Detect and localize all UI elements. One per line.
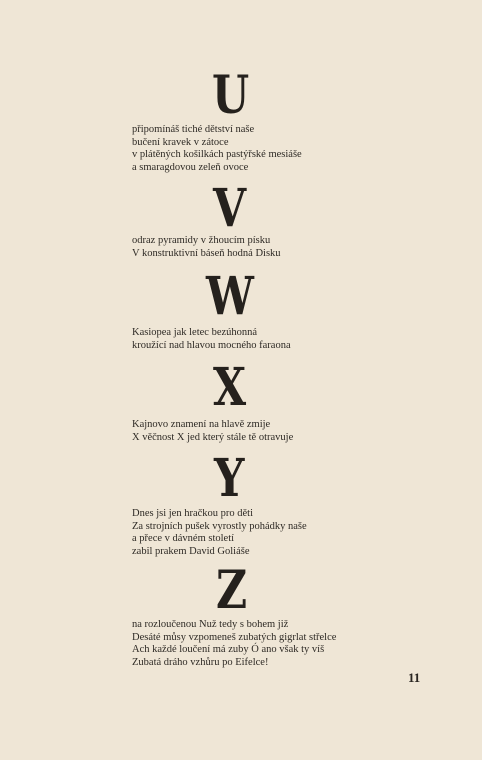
- initial-letter-w: W: [206, 266, 254, 327]
- page-number: 11: [408, 670, 421, 685]
- initial-letter-u: U: [212, 65, 250, 126]
- initial-letter-x: X: [213, 357, 247, 418]
- verse-line: odraz pyramidy v žhoucím písku: [132, 235, 271, 246]
- verse-line: Kajnovo znamení na hlavě zmije: [132, 419, 271, 430]
- verse-line: na rozloučenou Nuž tedy s bohem již: [132, 619, 289, 630]
- stanza-z: [132, 619, 336, 669]
- verse-line: připomínáš tiché dětství naše: [132, 124, 255, 135]
- verse-line: bučení kravek v zátoce: [132, 136, 229, 148]
- verse-line: Dnes jsi jen hračkou pro děti: [132, 508, 254, 519]
- verse-line: Kasiopea jak letec bezúhonná: [132, 327, 258, 338]
- stanza-x: [132, 419, 293, 444]
- verse-line: v plátěných košilkách pastýřské mesiáše: [132, 149, 302, 160]
- verse-line: Ach každé loučení má zuby Ó ano však ty víš: [132, 644, 325, 655]
- initial-letter-y: Y: [214, 448, 245, 509]
- verse-line: Zubatá dráho vzhůru po Eifelce!: [132, 656, 269, 668]
- verse-line: a smaragdovou zeleň ovoce: [132, 161, 249, 173]
- verse-line: Za strojních pušek vyrostly pohádky naše: [132, 520, 307, 532]
- stanza-y: [132, 508, 307, 558]
- verse-line: V konstruktivní báseň hodná Disku: [132, 247, 281, 259]
- verse-line: zabil prakem David Goliáše: [132, 545, 250, 557]
- verse-line: kroužící nad hlavou mocného faraona: [132, 339, 291, 351]
- stanza-u: [132, 124, 302, 174]
- initial-letter-z: Z: [216, 560, 248, 621]
- stanza-w: [132, 327, 291, 352]
- initial-letter-v: V: [213, 178, 247, 239]
- verse-line: Desáté můsy vzpomeneš zubatých gigrlat střelce: [132, 631, 337, 643]
- verse-line: X věčnost X jed který stále tě otravuje: [132, 431, 294, 443]
- verse-line: a přece v dávném století: [132, 533, 235, 544]
- stanza-v: [132, 235, 281, 260]
